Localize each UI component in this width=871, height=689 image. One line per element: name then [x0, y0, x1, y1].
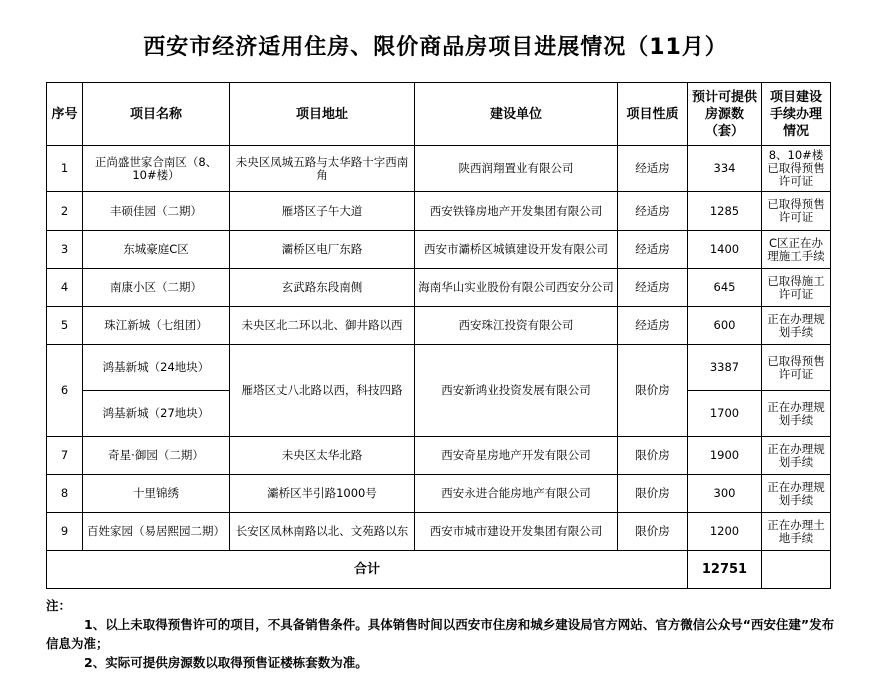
- header-name: 项目名称: [83, 83, 230, 146]
- cell-builder: 西安市城市建设开发集团有限公司: [415, 513, 618, 551]
- table-row: [47, 513, 831, 551]
- table-row: [47, 345, 831, 391]
- cell-address: 灞桥区电厂东路: [230, 231, 415, 269]
- total-empty: [762, 551, 831, 589]
- total-units: 12751: [688, 551, 762, 589]
- cell-units: 1285: [688, 192, 762, 231]
- cell-name: 鸿基新城（27地块）: [83, 391, 230, 437]
- cell-address: 雁塔区丈八北路以西，科技四路: [230, 345, 415, 437]
- table-row: [47, 146, 831, 192]
- cell-units: 645: [688, 269, 762, 307]
- project-table: [46, 82, 831, 589]
- cell-builder: 西安新鸿业投资发展有限公司: [415, 345, 618, 437]
- cell-nature: 限价房: [618, 345, 688, 437]
- cell-nature: 经适房: [618, 231, 688, 269]
- cell-units: 1400: [688, 231, 762, 269]
- cell-nature: 限价房: [618, 513, 688, 551]
- cell-builder: 西安永进合能房地产有限公司: [415, 475, 618, 513]
- cell-name: 奇星·御园（二期）: [83, 437, 230, 475]
- cell-units: 1200: [688, 513, 762, 551]
- cell-units: 600: [688, 307, 762, 345]
- table-row: [47, 192, 831, 231]
- cell-seq: 1: [47, 146, 83, 192]
- header-builder: 建设单位: [415, 83, 618, 146]
- cell-address: 长安区凤林南路以北、文苑路以东: [230, 513, 415, 551]
- cell-name: 珠江新城（七组团）: [83, 307, 230, 345]
- header-units: 预计可提供房源数（套）: [688, 83, 762, 146]
- cell-seq: 4: [47, 269, 83, 307]
- cell-units: 3387: [688, 345, 762, 391]
- cell-address: 未央区太华北路: [230, 437, 415, 475]
- cell-nature: 经适房: [618, 307, 688, 345]
- cell-seq: 9: [47, 513, 83, 551]
- cell-builder: 西安奇星房地产开发有限公司: [415, 437, 618, 475]
- cell-address: 灞桥区半引路1000号: [230, 475, 415, 513]
- cell-seq: 6: [47, 345, 83, 437]
- page-title: 西安市经济适用住房、限价商品房项目进展情况（11月）: [143, 35, 728, 60]
- cell-procedure: 8、10#楼已取得预售许可证: [762, 146, 831, 192]
- header-address: 项目地址: [230, 83, 415, 146]
- cell-name: 百姓家园（易居熙园二期）: [83, 513, 230, 551]
- cell-procedure: 正在办理规划手续: [762, 475, 831, 513]
- cell-units: 1700: [688, 391, 762, 437]
- table-row: [47, 475, 831, 513]
- cell-nature: 经适房: [618, 269, 688, 307]
- cell-nature: 经适房: [618, 146, 688, 192]
- cell-builder: 西安铁锋房地产开发集团有限公司: [415, 192, 618, 231]
- table-row: [47, 231, 831, 269]
- cell-name: 南康小区（二期）: [83, 269, 230, 307]
- cell-seq: 2: [47, 192, 83, 231]
- cell-procedure: C区正在办理施工手续: [762, 231, 831, 269]
- cell-builder: 海南华山实业股份有限公司西安分公司: [415, 269, 618, 307]
- cell-procedure: 正在办理土地手续: [762, 513, 831, 551]
- cell-name: 鸿基新城（24地块）: [83, 345, 230, 391]
- notes-heading: 注：: [46, 598, 72, 613]
- cell-builder: 陕西润翔置业有限公司: [415, 146, 618, 192]
- cell-procedure: 已取得预售许可证: [762, 345, 831, 391]
- cell-name: 正尚盛世家合南区（8、10#楼）: [83, 146, 230, 192]
- table-row: [47, 307, 831, 345]
- cell-seq: 7: [47, 437, 83, 475]
- header-seq: 序号: [47, 83, 83, 146]
- table-row: [47, 437, 831, 475]
- table-header-row: [47, 83, 831, 146]
- cell-procedure: 正在办理规划手续: [762, 307, 831, 345]
- cell-address: 未央区北二环以北、御井路以西: [230, 307, 415, 345]
- cell-builder: 西安市灞桥区城镇建设开发有限公司: [415, 231, 618, 269]
- cell-name: 十里锦绣: [83, 475, 230, 513]
- cell-address: 雁塔区子午大道: [230, 192, 415, 231]
- table-row: [47, 269, 831, 307]
- notes: [46, 596, 836, 672]
- cell-nature: 经适房: [618, 192, 688, 231]
- cell-builder: 西安珠江投资有限公司: [415, 307, 618, 345]
- total-row: [47, 551, 831, 589]
- note-1: 1、以上未取得预售许可的项目，不具备销售条件。具体销售时间以西安市住房和城乡建设局官方网站、官方微信公众号“西安住建”发布信息为准；: [46, 617, 835, 651]
- cell-procedure: 已取得施工许可证: [762, 269, 831, 307]
- cell-address: 玄武路东段南侧: [230, 269, 415, 307]
- cell-name: 东城豪庭C区: [83, 231, 230, 269]
- cell-seq: 3: [47, 231, 83, 269]
- note-2: 2、实际可提供房源数以取得预售证楼栋套数为准。: [84, 655, 368, 670]
- cell-address: 未央区凤城五路与太华路十字西南角: [230, 146, 415, 192]
- cell-units: 1900: [688, 437, 762, 475]
- cell-procedure: 正在办理规划手续: [762, 391, 831, 437]
- cell-nature: 限价房: [618, 475, 688, 513]
- header-procedure: 项目建设手续办理情况: [762, 83, 831, 146]
- cell-seq: 8: [47, 475, 83, 513]
- cell-nature: 限价房: [618, 437, 688, 475]
- header-nature: 项目性质: [618, 83, 688, 146]
- cell-units: 334: [688, 146, 762, 192]
- cell-seq: 5: [47, 307, 83, 345]
- cell-name: 丰硕佳园（二期）: [83, 192, 230, 231]
- cell-procedure: 已取得预售许可证: [762, 192, 831, 231]
- cell-units: 300: [688, 475, 762, 513]
- total-label: 合计: [47, 551, 688, 589]
- cell-procedure: 正在办理规划手续: [762, 437, 831, 475]
